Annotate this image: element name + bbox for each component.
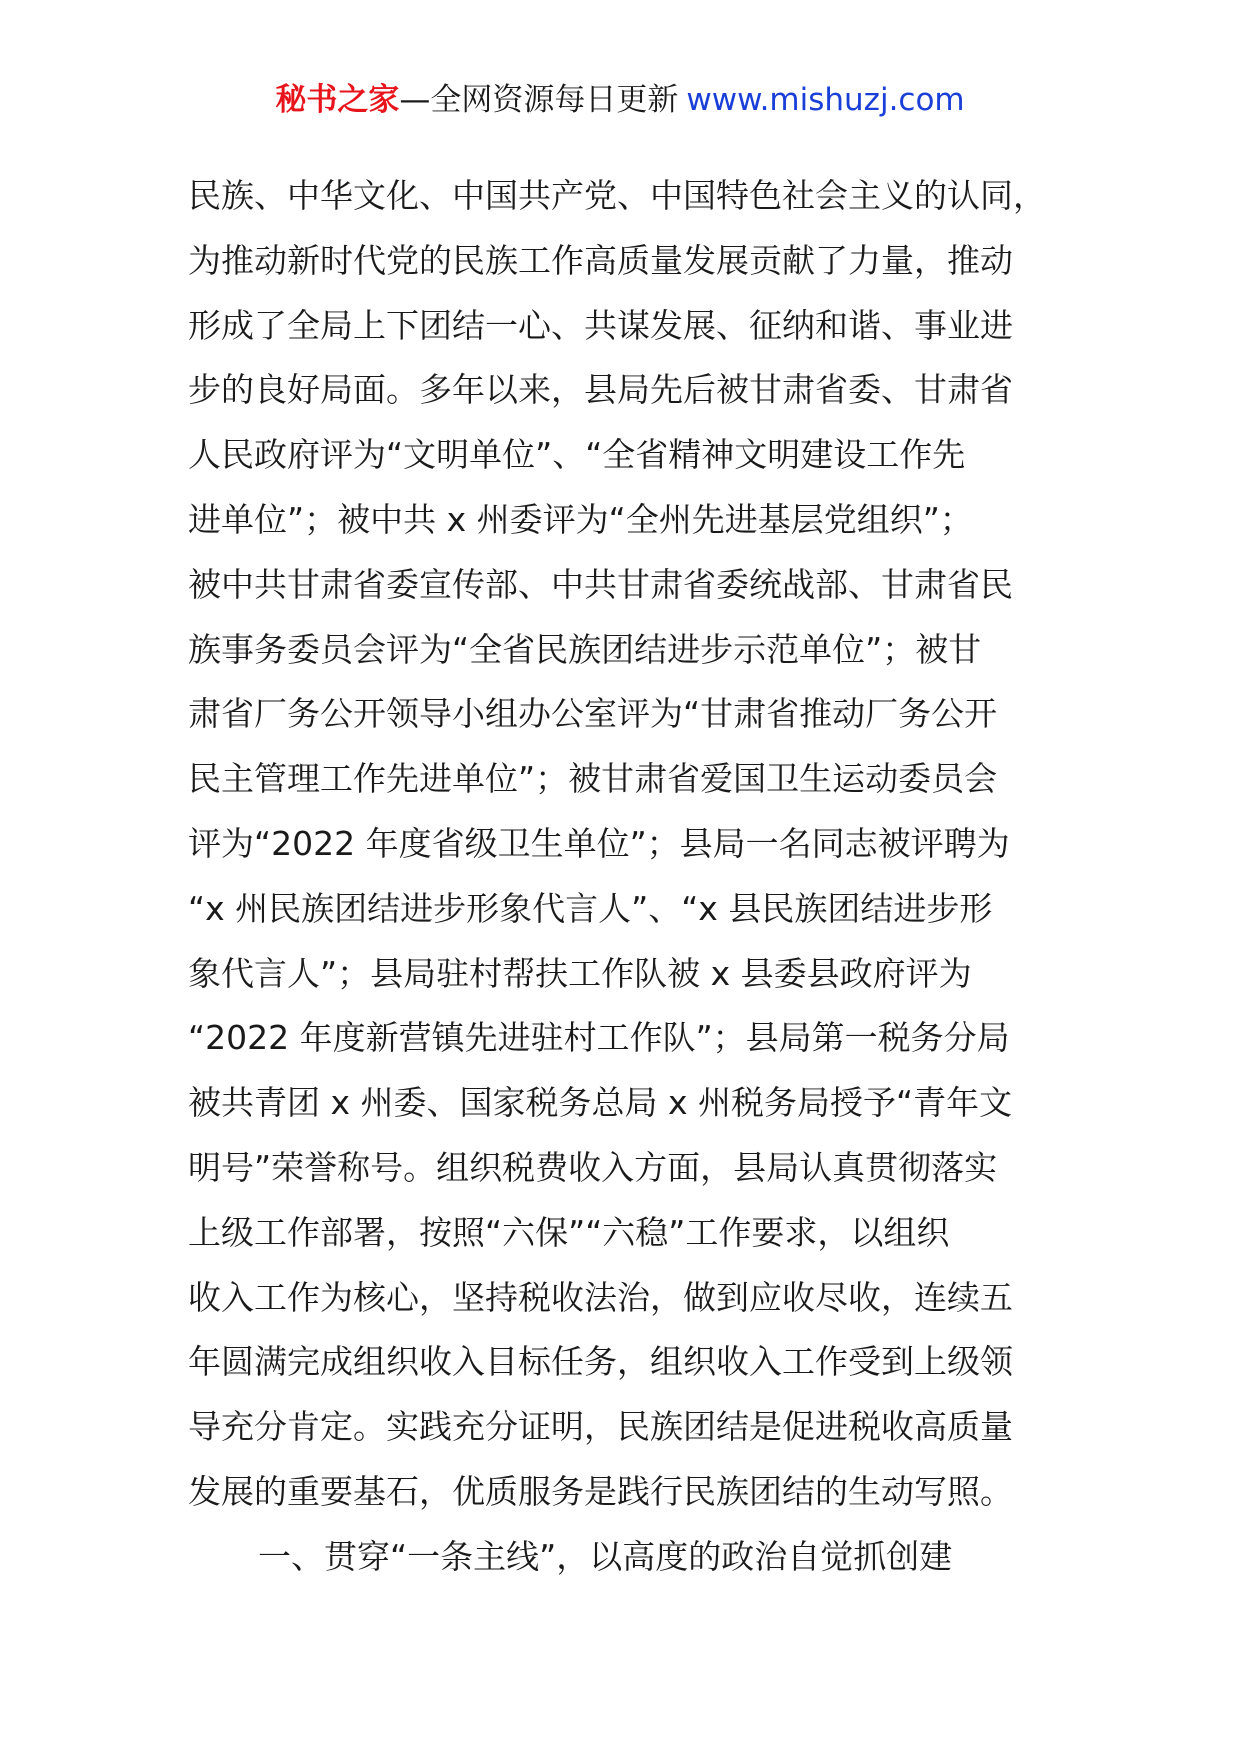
body-line: 收入工作为核心，坚持税收法治，做到应收尽收，连续五 xyxy=(188,1277,1013,1317)
body-line: 为推动新时代党的民族工作高质量发展贡献了力量，推动 xyxy=(188,240,1013,280)
body-line: 上级工作部署，按照“六保”“六稳”工作要求，以组织 xyxy=(188,1212,950,1252)
body-line: 肃省厂务公开领导小组办公室评为“甘肃省推动厂务公开 xyxy=(188,694,998,734)
body-line: 被共青团 x 州委、国家税务总局 x 州税务局授予“青年文 xyxy=(188,1083,1013,1123)
body-line: 导充分肯定。实践充分证明，民族团结是促进税收高质量 xyxy=(188,1407,1013,1447)
body-line: 被中共甘肃省委宣传部、中共甘肃省委统战部、甘肃省民 xyxy=(188,564,1013,604)
body-line: 民主管理工作先进单位”；被甘肃省爱国卫生运动委员会 xyxy=(188,759,998,799)
body-line: 象代言人”；县局驻村帮扶工作队被 x 县委县政府评为 xyxy=(188,953,972,993)
section-heading: 一、贯穿“一条主线”，以高度的政治自觉抓创建 xyxy=(258,1536,953,1576)
body-line: 形成了全局上下团结一心、共谋发展、征纳和谐、事业进 xyxy=(188,305,1013,345)
body-line: 评为“2022 年度省级卫生单位”；县局一名同志被评聘为 xyxy=(188,823,1010,863)
document-body xyxy=(188,164,1068,1590)
body-line: 年圆满完成组织收入目标任务，组织收入工作受到上级领 xyxy=(188,1342,1013,1382)
body-line: “2022 年度新营镇先进驻村工作队”；县局第一税务分局 xyxy=(188,1018,1010,1058)
header-tagline: —全网资源每日更新 xyxy=(399,82,679,118)
body-line: 明号”荣誉称号。组织税费收入方面，县局认真贯彻落实 xyxy=(188,1147,998,1187)
page-header xyxy=(0,78,1240,122)
body-line: 进单位”；被中共 x 州委评为“全州先进基层党组织”； xyxy=(188,499,973,539)
body-line: 民族、中华文化、中国共产党、中国特色社会主义的认同， xyxy=(188,176,1046,215)
body-line: 发展的重要基石，优质服务是践行民族团结的生动写照。 xyxy=(188,1471,1013,1511)
body-line: “x 州民族团结进步形象代言人”、“x 县民族团结进步形 xyxy=(188,888,993,928)
body-line: 步的良好局面。多年以来，县局先后被甘肃省委、甘肃省 xyxy=(188,370,1013,410)
site-url-link[interactable]: www.mishuzj.com xyxy=(686,82,965,118)
body-line: 人民政府评为“文明单位”、“全省精神文明建设工作先 xyxy=(188,435,966,475)
brand-name: 秘书之家 xyxy=(275,82,400,118)
body-line: 族事务委员会评为“全省民族团结进步示范单位”；被甘 xyxy=(188,629,982,669)
